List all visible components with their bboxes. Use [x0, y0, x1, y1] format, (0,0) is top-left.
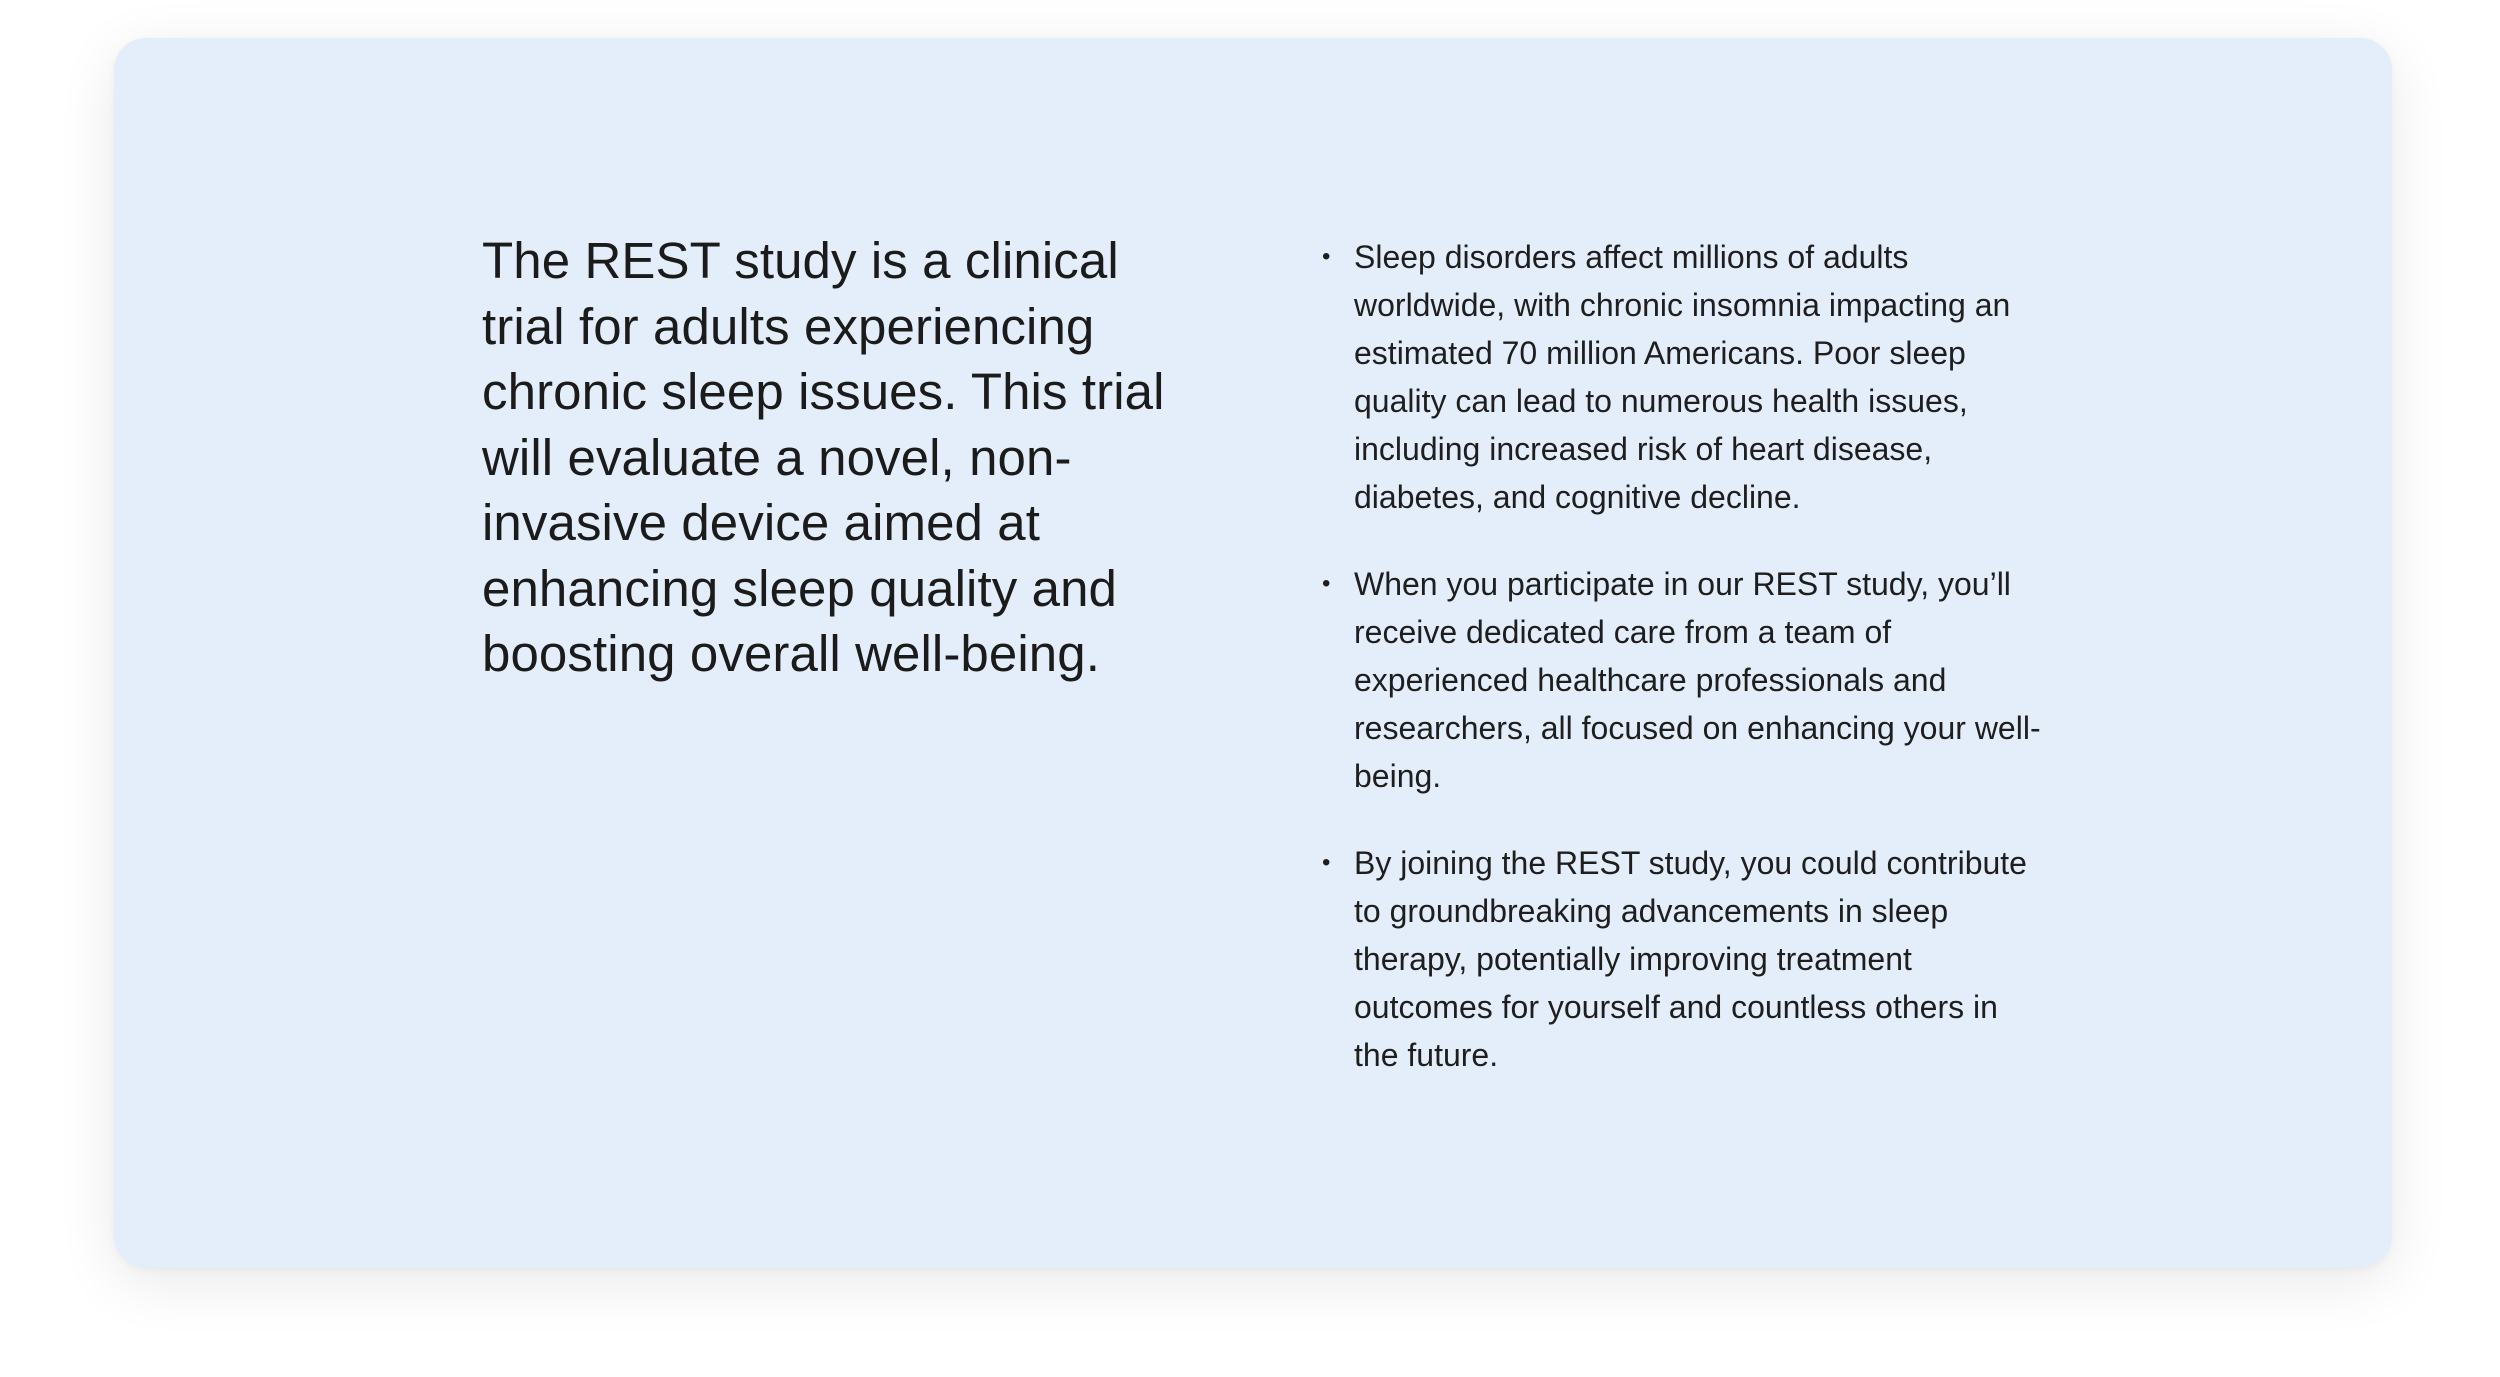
intro-paragraph: The REST study is a clinical trial for adults experiencing chronic sleep issues. This trial will evaluate a novel, non-invasive device aimed at enhancing sleep quality and boosting overall well-being. [482, 232, 1165, 682]
bullet-text-contribution: By joining the REST study, you could contribute to groundbreaking advancements in sleep therapy, potentially improving treatment outcomes for yourself and countless others in the future. [1354, 845, 2027, 1073]
bullet-list [1322, 233, 2042, 1118]
bullet-text-care: When you participate in our REST study, you’ll receive dedicated care from a team of experienced healthcare professionals and researchers, all focused on enhancing your well-being. [1354, 566, 2041, 794]
bullet-marker: • [1322, 570, 1331, 597]
bullet-item-prevalence [1322, 233, 2042, 521]
bullet-marker: • [1322, 849, 1331, 876]
info-card [114, 38, 2392, 1268]
bullet-item-care [1322, 560, 2042, 800]
bullet-item-contribution [1322, 839, 2042, 1079]
bullet-marker: • [1322, 243, 1331, 270]
bullet-text-prevalence: Sleep disorders affect millions of adults worldwide, with chronic insomnia impacting an estimated 70 million Americans. Poor sleep quality can lead to numerous health issues, including increased risk of heart disease, diabetes, and cognitive decline. [1354, 239, 2011, 515]
